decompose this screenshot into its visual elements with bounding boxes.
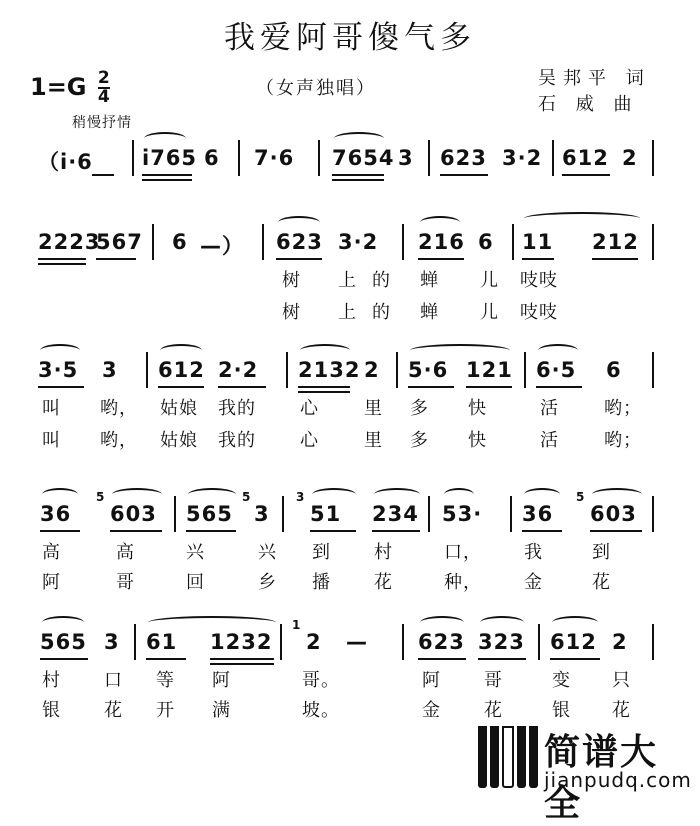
- watermark-logo: [478, 722, 692, 824]
- note-group: 623: [276, 230, 323, 254]
- lyric-2: 金: [422, 700, 441, 721]
- note-group: 623: [418, 630, 465, 654]
- underline: [186, 530, 236, 532]
- lyric-1: 的: [372, 270, 391, 291]
- underline: [38, 263, 86, 265]
- grace-note: 5: [576, 490, 586, 504]
- lyric-1: 高: [116, 542, 135, 563]
- bar-line: [510, 496, 512, 532]
- slur: [300, 344, 350, 357]
- slur: [480, 616, 524, 629]
- note-group: 6·5: [536, 358, 577, 382]
- note-group: 565: [40, 630, 87, 654]
- lyric-2: 多: [410, 430, 429, 451]
- lyric-1: 活: [540, 398, 559, 419]
- lyric-2: 哟；: [604, 430, 642, 451]
- slur: [374, 488, 420, 501]
- bar-line: [396, 352, 398, 388]
- lyric-2: 吱吱: [520, 302, 558, 323]
- note-group: 212: [592, 230, 639, 254]
- slur: [592, 488, 642, 501]
- slur: [410, 344, 510, 357]
- lyric-2: 花: [484, 700, 503, 721]
- lyric-1: 哥: [484, 670, 503, 691]
- slur: [444, 488, 474, 501]
- bar-line: [174, 496, 176, 532]
- lyric-2: 树: [282, 302, 301, 323]
- underline: [142, 179, 192, 181]
- grace-note: 3: [296, 490, 306, 504]
- note-group: i765: [142, 146, 198, 170]
- lyric-2: 满: [212, 700, 231, 721]
- lyric-2: 回: [186, 572, 205, 593]
- note-group: 2132: [298, 358, 361, 382]
- song-title: 我爱阿哥傻气多: [224, 20, 476, 56]
- bar-line: [318, 140, 320, 176]
- underline: [418, 658, 466, 660]
- note-group: 3: [102, 358, 118, 382]
- lyric-2: 哟，: [100, 430, 138, 451]
- underline: [332, 179, 384, 181]
- bar-line: [428, 496, 430, 532]
- lyric-1: 多: [410, 398, 429, 419]
- underline: [40, 530, 80, 532]
- bar-line: [512, 224, 514, 260]
- note-group: —: [346, 630, 368, 654]
- slur: [112, 488, 162, 501]
- slur: [420, 216, 460, 229]
- subtitle: （女声独唱）: [256, 78, 376, 99]
- note-group: 565: [186, 502, 233, 526]
- grace-note: 5: [242, 490, 252, 504]
- underline: [298, 391, 350, 393]
- underline: [38, 258, 86, 260]
- lyric-2: 的: [372, 302, 391, 323]
- note-group: 6: [478, 230, 494, 254]
- note-group: 6: [606, 358, 622, 382]
- lyric-1: 蝉: [420, 270, 439, 291]
- slur: [524, 212, 640, 225]
- lyric-1: 兴: [186, 542, 205, 563]
- slur: [148, 616, 276, 629]
- underline: [146, 658, 186, 660]
- slur: [144, 132, 186, 145]
- note-group: 216: [418, 230, 465, 254]
- lyric-1: 哥。: [302, 670, 340, 691]
- note-group: 2: [612, 630, 628, 654]
- note-group: 53·: [442, 502, 483, 526]
- time-signature: [98, 70, 110, 106]
- watermark-domain: jianpudq.com: [544, 768, 692, 792]
- lyric-2: 种，: [444, 572, 482, 593]
- lyric-2: 哥: [116, 572, 135, 593]
- slur: [538, 344, 578, 357]
- key-signature: [30, 70, 110, 106]
- underline: [38, 386, 84, 388]
- note-group: 36: [522, 502, 554, 526]
- note-group: 612: [158, 358, 205, 382]
- note-group: 6: [172, 230, 188, 254]
- bar-line: [652, 496, 654, 532]
- underline: [96, 258, 136, 260]
- bar-line: [152, 224, 154, 260]
- lyric-2: 姑娘: [160, 430, 198, 451]
- lyric-1: 吱吱: [520, 270, 558, 291]
- lyric-2: 银: [552, 700, 571, 721]
- lyric-1: 上: [338, 270, 357, 291]
- lyric-1: 村: [374, 542, 393, 563]
- bar-line: [262, 224, 264, 260]
- note-group: 3: [254, 502, 270, 526]
- underline: [418, 258, 464, 260]
- lyric-2: 花: [612, 700, 631, 721]
- underline: [440, 174, 488, 176]
- bar-line: [286, 352, 288, 388]
- lyric-2: 坡。: [302, 700, 340, 721]
- note-group: 36: [40, 502, 72, 526]
- lyric-1: 到: [312, 542, 331, 563]
- underline: [536, 386, 582, 388]
- underline: [40, 658, 88, 660]
- note-group: 2223: [38, 230, 101, 254]
- note-group: 323: [478, 630, 525, 654]
- note-group: 1232: [210, 630, 273, 654]
- key-label: 1=G: [30, 73, 87, 101]
- bar-line: [402, 224, 404, 260]
- composer-credit: 石 威 曲: [538, 94, 639, 115]
- note-group: 612: [550, 630, 597, 654]
- underline: [310, 530, 356, 532]
- lyric-1: 口，: [444, 542, 482, 563]
- note-group: 3: [398, 146, 414, 170]
- slur: [420, 616, 464, 629]
- lyric-2: 心: [300, 430, 319, 451]
- lyric-1: 哟，: [100, 398, 138, 419]
- bar-line: [134, 624, 136, 660]
- underline: [298, 386, 350, 388]
- lyric-1: 叫: [42, 398, 61, 419]
- underline: [92, 174, 114, 176]
- bar-line: [238, 140, 240, 176]
- underline: [210, 663, 274, 665]
- slur: [312, 488, 356, 501]
- underline: [408, 386, 454, 388]
- lyric-2: 花: [592, 572, 611, 593]
- lyric-2: 播: [312, 572, 331, 593]
- lyric-1: 到: [592, 542, 611, 563]
- lyric-1: 我的: [218, 398, 256, 419]
- underline: [332, 174, 384, 176]
- bar-line: [524, 352, 526, 388]
- bar-line: [280, 624, 282, 660]
- slur: [334, 132, 384, 145]
- lyric-1: 树: [282, 270, 301, 291]
- lyric-1: 里: [364, 398, 383, 419]
- note-group: 623: [440, 146, 487, 170]
- underline: [158, 386, 204, 388]
- underline: [478, 658, 526, 660]
- note-group: 234: [372, 502, 419, 526]
- bar-line: [402, 624, 404, 660]
- lyric-1: 等: [156, 670, 175, 691]
- note-group: 51: [310, 502, 342, 526]
- lyric-2: 蝉: [420, 302, 439, 323]
- bar-line: [282, 496, 284, 532]
- note-group: 2: [364, 358, 380, 382]
- lyric-1: 阿: [212, 670, 231, 691]
- note-group: 3·5: [38, 358, 79, 382]
- note-group: 3: [104, 630, 120, 654]
- underline: [276, 258, 322, 260]
- lyric-1: 快: [468, 398, 487, 419]
- lyric-1: 变: [552, 670, 571, 691]
- lyric-1: 儿: [480, 270, 499, 291]
- lyric-2: 儿: [480, 302, 499, 323]
- slur: [42, 616, 84, 629]
- underline: [562, 174, 610, 176]
- note-group: 2: [306, 630, 322, 654]
- note-group: 603: [590, 502, 637, 526]
- underline: [590, 530, 642, 532]
- bar-line: [538, 624, 540, 660]
- bar-line: [146, 352, 148, 388]
- lyric-1: 阿: [422, 670, 441, 691]
- note-group: 567: [96, 230, 143, 254]
- lyric-2: 银: [42, 700, 61, 721]
- underline: [142, 174, 192, 176]
- note-group: 121: [466, 358, 513, 382]
- note-group: 61: [146, 630, 178, 654]
- score-row-4: [0, 490, 700, 593]
- lyric-1: 姑娘: [160, 398, 198, 419]
- lyric-2: 阿: [42, 572, 61, 593]
- lyric-2: 活: [540, 430, 559, 451]
- slur: [524, 488, 560, 501]
- note-group: 7·6: [254, 146, 295, 170]
- note-group: 2·2: [218, 358, 259, 382]
- lyric-1: 高: [42, 542, 61, 563]
- slur: [42, 488, 78, 501]
- bar-line: [132, 140, 134, 176]
- lyric-2: 叫: [42, 430, 61, 451]
- grace-note: 5: [96, 490, 106, 504]
- bar-line: [552, 140, 554, 176]
- tempo-marking: 稍慢抒情: [72, 115, 132, 131]
- underline: [522, 530, 562, 532]
- underline: [466, 386, 512, 388]
- lyric-2: 快: [468, 430, 487, 451]
- bar-line: [652, 624, 654, 660]
- note-group: —）: [200, 234, 244, 258]
- lyric-1: 只: [612, 670, 631, 691]
- underline: [550, 658, 600, 660]
- piano-keys-icon: [478, 726, 538, 788]
- lyric-2: 我的: [218, 430, 256, 451]
- lyric-1: 哟；: [604, 398, 642, 419]
- slur: [188, 488, 236, 501]
- note-group: （i·6: [38, 150, 93, 174]
- note-group: 603: [110, 502, 157, 526]
- underline: [372, 530, 420, 532]
- grace-note: 1: [292, 618, 302, 632]
- underline: [522, 258, 554, 260]
- lyric-1: 我: [524, 542, 543, 563]
- time-bottom: 4: [97, 87, 110, 107]
- lyric-2: 里: [364, 430, 383, 451]
- bar-line: [652, 140, 654, 176]
- note-group: 2: [622, 146, 638, 170]
- lyric-1: 心: [300, 398, 319, 419]
- lyric-2: 开: [156, 700, 175, 721]
- lyric-1: 村: [42, 670, 61, 691]
- lyric-2: 金: [524, 572, 543, 593]
- slur: [278, 216, 320, 229]
- bar-line: [652, 352, 654, 388]
- bar-line: [652, 224, 654, 260]
- underline: [110, 530, 162, 532]
- note-group: 5·6: [408, 358, 449, 382]
- time-top: 2: [97, 68, 110, 88]
- lyric-2: 花: [104, 700, 123, 721]
- lyric-1: 口: [104, 670, 123, 691]
- note-group: 11: [522, 230, 554, 254]
- score-row-3: [0, 358, 700, 451]
- watermark-brand: 简谱大全: [544, 732, 659, 824]
- note-group: 3·2: [502, 146, 543, 170]
- note-group: 612: [562, 146, 609, 170]
- score-row-5: [0, 618, 700, 721]
- lyric-1: 兴: [258, 542, 277, 563]
- underline: [210, 658, 274, 660]
- slur: [40, 344, 80, 357]
- lyricist-credit: 吴邦平 词: [538, 68, 651, 89]
- note-group: 6: [204, 146, 220, 170]
- bar-line: [428, 140, 430, 176]
- score-row-2: [0, 230, 700, 323]
- note-group: 7654: [332, 146, 395, 170]
- lyric-2: 乡: [258, 572, 277, 593]
- underline: [592, 258, 638, 260]
- lyric-2: 上: [338, 302, 357, 323]
- slur: [552, 616, 598, 629]
- note-group: 3·2: [338, 230, 379, 254]
- lyric-2: 花: [374, 572, 393, 593]
- slur: [160, 344, 202, 357]
- underline: [218, 386, 266, 388]
